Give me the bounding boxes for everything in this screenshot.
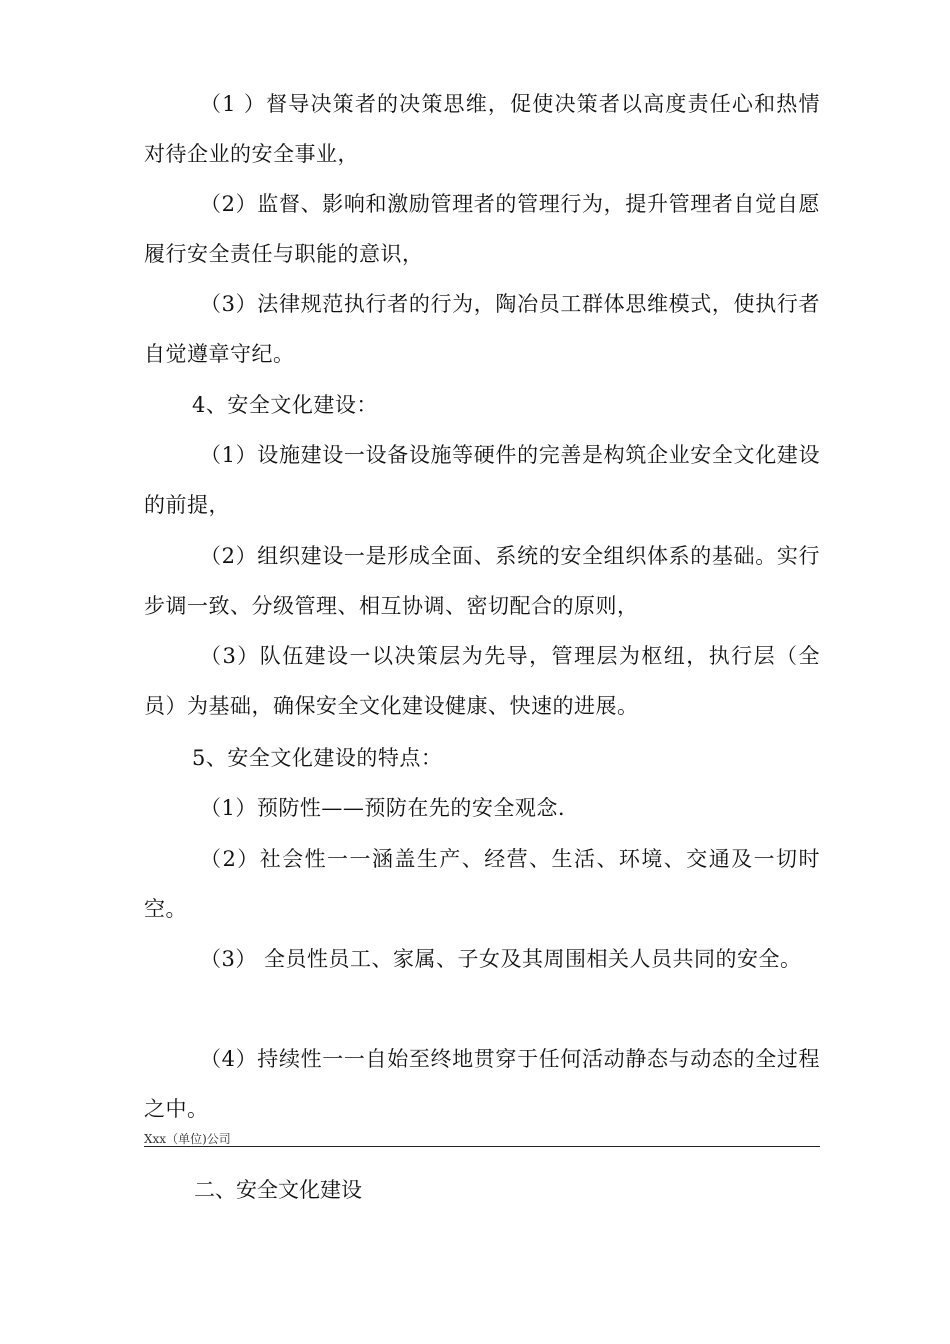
footer-divider bbox=[144, 1146, 820, 1147]
paragraph-4: （1）设施建设一设备设施等硬件的完善是构筑企业安全文化建设的前提， bbox=[144, 443, 820, 517]
paragraph-9: （3） 全员性员工、家属、子女及其周围相关人员共同的安全。 bbox=[200, 947, 802, 971]
paragraph-7: （1）预防性——预防在先的安全观念. bbox=[200, 796, 566, 820]
heading-5: 5、安全文化建设的特点： bbox=[192, 746, 443, 770]
paragraph-3: （3）法律规范执行者的行为，陶冶员工群体思维模式，使执行者自觉遵章守纪。 bbox=[144, 292, 820, 366]
paragraph-5: （2）组织建设一是形成全面、系统的安全组织体系的基础。实行步调一致、分级管理、相互协调、密切配合的原则， bbox=[144, 544, 820, 618]
paragraph-6: （3）队伍建设一以决策层为先导，管理层为枢纽，执行层（全员）为基础，确保安全文化建设健康、快速的进展。 bbox=[144, 644, 820, 718]
heading-4: 4、安全文化建设： bbox=[192, 393, 378, 417]
paragraph-10: （4）持续性一一自始至终地贯穿于任何活动静态与动态的全过程之中。 bbox=[144, 1047, 820, 1121]
paragraph-2: （2）监督、影响和激励管理者的管理行为，提升管理者自觉自愿履行安全责任与职能的意识， bbox=[144, 192, 820, 266]
footer-company: Xxx（单位)公司 bbox=[144, 1132, 231, 1146]
paragraph-8: （2）社会性一一涵盖生产、经营、生活、环境、交通及一切时空。 bbox=[144, 847, 820, 921]
paragraph-1: （1 ）督导决策者的决策思维，促使决策者以高度责任心和热情对待企业的安全事业， bbox=[144, 92, 820, 166]
section-title: 二、安全文化建设 bbox=[194, 1178, 362, 1202]
